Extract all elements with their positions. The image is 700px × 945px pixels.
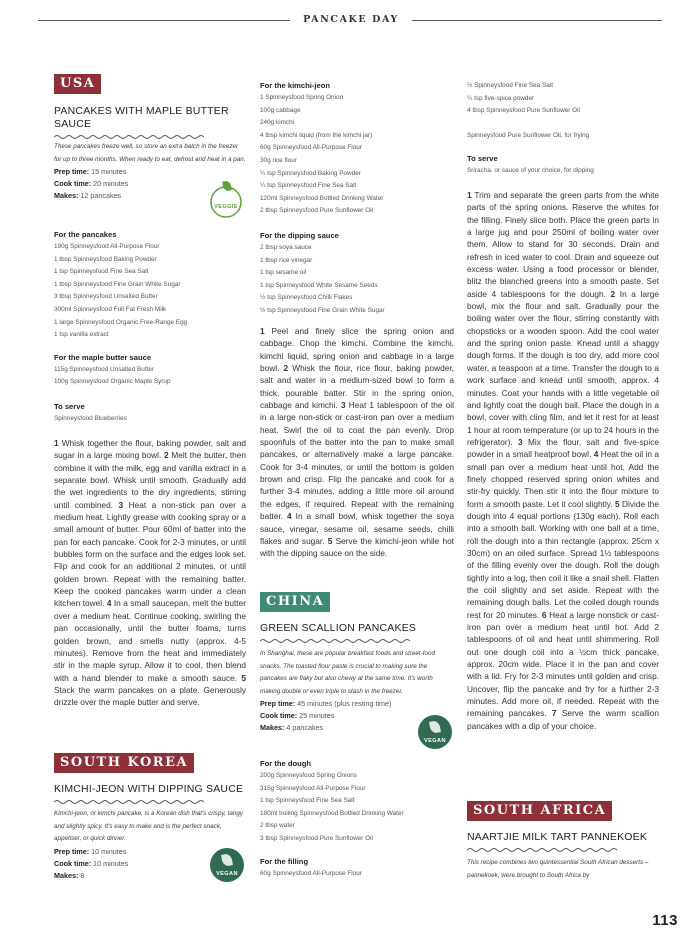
usa-ingredients (54, 229, 246, 426)
korea-tag: SOUTH KOREA (54, 753, 194, 773)
step-text: In a small bowl, whisk together the soya sauce, vinegar, sesame oil, sesame seeds, chilli flakes and sugar. (260, 511, 454, 546)
ingredient-item: 100g cabbage (260, 106, 301, 114)
step-text: Serve the kimchi-jeon while hot with the dipping sauce on the side. (260, 535, 454, 559)
korea-prep: Prep time: 10 minutes (54, 846, 127, 856)
usa-serve-heading: To serve (54, 401, 85, 411)
africa-recipe-header (467, 801, 659, 853)
step-text: Mix the flour, salt and five-spice powder in a small heatproof bowl. (467, 436, 660, 460)
china-serve: Sriracha, or sauce of your choice, for dipping (467, 167, 594, 175)
usa-cook: Cook time: 20 minutes (54, 179, 129, 188)
step-number: 4 (287, 511, 292, 522)
step-number: 1 (54, 438, 59, 448)
ingredient-item: 100g Spinneysfood Organic Maple Syrup (54, 378, 171, 386)
step-text: Serve the warm scallion pancakes with a dip of your choice. (467, 708, 659, 731)
step-number: 5 (327, 535, 333, 546)
china-filling-list (260, 868, 454, 881)
ingredient-item: 200g Spinneysfood Spring Onions (260, 772, 357, 779)
usa-prep: Prep time: 15 minutes (54, 167, 127, 176)
africa-tag: SOUTH AFRICA (467, 801, 612, 821)
africa-title: NAARTJIE MILK TART PANNEKOEK (467, 831, 648, 843)
ingredient-item: 1 tsp Spinneysfood Fine Sea Salt (260, 797, 355, 805)
step-number: 5 (241, 672, 246, 683)
ingredient-item: ¼ tsp five-spice powder (467, 94, 535, 102)
china-title: GREEN SCALLION PANCAKES (260, 622, 417, 634)
ingredient-item: ½ Spinneysfood Fine Sea Salt (467, 82, 553, 89)
step-number: 5 (615, 498, 620, 509)
china-serve-heading: To serve (467, 154, 498, 164)
china-makes: Makes: 4 pancakes (260, 723, 324, 732)
china-frying: Spinneysfood Pure Sunflower Oil, for frying (467, 131, 590, 139)
step-number: 1 (467, 190, 472, 200)
vegan-badge-icon: VEGAN (210, 848, 244, 882)
page-number: 113 (652, 912, 678, 929)
step-text: Whisk the flour, rice flour, baking powder, salt and water in a medium-sized bowl to form a thick, pourable batter. Stir in the spring onion, cabbage and kimchi. (260, 363, 454, 411)
china-ingredients-a (260, 758, 454, 880)
header-rule-right (412, 20, 662, 21)
ingredient-item: 1 Spinneysfood Spring Onion (260, 94, 344, 101)
ingredient-item: 3 tbsp Spinneysfood Pure Sunflower Oil (260, 834, 373, 842)
step-number: 2 (164, 450, 169, 461)
ingredient-item: 30g rice flour (260, 156, 297, 164)
header-title: PANCAKE DAY (303, 14, 399, 25)
ingredient-item: 1 large Spinneysfood Organic Free-Range Egg (54, 318, 188, 326)
ingredient-item: 1 tbsp rice vinegar (260, 256, 313, 264)
ingredient-item: 1 tsp Spinneysfood Fine Sea Salt (54, 268, 149, 276)
china-intro: In Shanghai, these are popular breakfast foods and street-food snacks. The toasted flour paste is crucial to making sure the pancakes are flaky but also chewy at the same time. It's worth making double or even triple to stash in the freezer. (260, 650, 436, 695)
step-text: In a large bowl, mix the flour and salt. Gradually pour the boiling water over the flour, stirring constantly with chopsticks or a wooden spoon. Add the cool water and the spring onion paste. Knead until a shaggy dough forms. If the dough is too dry, add more cool water, a teaspoon at a time. Transfer the dough to a work surface and knead until smooth, approx. 4 minutes. Coat your hands with a little vegetable oil and lightly coat the dough ball. Place the dough in a bowl, cover with cling film, and let it rest for at least 1 hour at room temperature (or up to 24 hours in the refrigerator). (467, 288, 659, 447)
korea-makes: Makes: 8 (54, 870, 85, 880)
ingredient-item: 315g Spinneysfood All-Purpose Flour (260, 784, 366, 792)
header-rule-left (38, 20, 290, 21)
step-text: Heat 1 tablespoon of the oil in a large non-stick or cast-iron pan over a medium heat. Swirl the oil to coat the pan evenly. Drop spoonfuls of the batter into the pan to make small pancakes, or alternatively make a large pancake. Cook for 3-4 minutes, or until the bottom is golden brown and crisp. Flip the pancake and cook for a further 3-4 minutes, adding a little more oil around the edges, if required. Repeat with the remaining batter. (260, 400, 454, 522)
ingredient-item: 2 tbsp Spinneysfood Pure Sunflower Oil (260, 207, 373, 215)
korea-dip-list (260, 242, 454, 318)
usa-pancakes-heading: For the pancakes (54, 230, 117, 239)
usa-maple-list (54, 364, 246, 389)
africa-intro: This recipe combines two quintessential South African desserts – pannekoek, were brought to South Africa by (467, 859, 649, 879)
china-method (467, 189, 659, 732)
veggie-badge-icon: VEGGIE (209, 185, 243, 219)
ingredient-item: 120ml Spinneysfood Bottled Drinking Water (260, 194, 384, 202)
ingredient-item: 1 tsp vanilla extract (54, 331, 109, 339)
korea-jeon-heading: For the kimchi-jeon (260, 81, 331, 90)
ingredient-item: 60g Spinneysfood All-Purpose Flour (260, 144, 362, 152)
korea-intro: Kimchi-jeon, or kimchi pancake, is a Korean dish that's crispy, tangy and slightly spicy. It's easy to make and is the perfect snack, appetiser, or quick dinner. (54, 810, 244, 842)
korea-dip-heading: For the dipping sauce (260, 230, 339, 240)
ingredient-item: ¼ tsp Spinneysfood Baking Powder (260, 169, 361, 177)
korea-title: KIMCHI-JEON WITH DIPPING SAUCE (54, 783, 244, 795)
step-number: 3 (340, 400, 346, 411)
ingredient-item: 115g Spinneysfood Unsalted Butter (54, 365, 155, 373)
step-text: Whisk together the flour, baking powder, salt and sugar in a large mixing bowl. (54, 438, 246, 461)
korea-cook: Cook time: 10 minutes (54, 858, 129, 868)
step-text: Heat a large nonstick or cast-iron pan over a medium heat until hot. Add 2 tablespoons of oil and heat until shimmering. Roll out one dough coil into a ½cm thick pancake, approx. 20cm wide. Place it in the pan and cover with a lid. Fry for 2-3 minutes until golden and crisp. Uncover, flip the pancake and fry for a further 2-3 minutes. Add more oil, if needed. Repeat with the remaining pancakes. (467, 609, 659, 719)
usa-recipe-header (54, 74, 246, 140)
step-text: Divide the dough into 4 equal portions (130g each). Roll each into a smooth ball. Working with one ball at a time, roll the dough into a thin rectangle (approx. 25cm x 30cm) on an oiled surface. Spread 1½ tablespoons of the filling evenly over the dough. Roll the dough tightly into a log, then coil it like a snail shell. Flatten the coil slightly and set aside. Repeat with the remaining dough balls. Let the coiled dough rounds rest for 20 minutes. (467, 498, 659, 620)
step-text: In a small saucepan, melt the butter over a medium heat. Continue cooking, swirling the pan occasionally, until the butter foams, turns golden brown, and smells nutty (approx. 4-5 minutes). Remove from the heat and immediately stir in the maple syrup. Allow it to cool, then blend with a hand blender to make a smooth sauce. (54, 598, 246, 683)
ingredient-item: Spinneysfood Blueberries (54, 414, 127, 422)
step-number: 4 (593, 449, 599, 460)
squiggle-divider (260, 638, 410, 644)
step-number: 3 (518, 436, 523, 447)
usa-maple-heading: For the maple butter sauce (54, 352, 152, 362)
china-prep: Prep time: 45 minutes (plus resting time) (260, 699, 392, 708)
ingredient-item: ½ tsp Spinneysfood Fine Grain White Sugar (260, 306, 385, 314)
ingredient-item: 300ml Spinneysfood Full Fat Fresh Milk (54, 305, 167, 313)
usa-method (54, 437, 246, 709)
usa-serve-list (54, 413, 246, 426)
step-number: 1 (260, 326, 265, 336)
step-text: Trim and separate the green parts from the white parts of the spring onions. Reserve the whites for the filling. Finely slice both. Place the green parts in a large jug and pour 250ml of boiling water over them. Allow to stand for 30 seconds. Drain and refresh in iced water to cool. Drain and squeeze out excess water. Using a food processor or blender, blitz the blanched greens into a smooth paste. Set aside 4 tablespoons for the dough. (467, 190, 659, 299)
usa-makes: Makes: 12 pancakes (54, 191, 122, 200)
china-filling-heading: For the filling (260, 856, 309, 866)
china-tag: CHINA (260, 592, 330, 612)
ingredient-item: ¼ tsp Spinneysfood Fine Sea Salt (260, 182, 357, 190)
china-ingredients-b (467, 80, 659, 178)
korea-jeon-list (260, 92, 454, 218)
ingredient-item: 1 tbsp Spinneysfood Baking Powder (54, 255, 157, 263)
ingredient-item: 3 tbsp Spinneysfood Unsalted Butter (54, 293, 158, 301)
vegan-badge-icon: VEGAN (418, 715, 452, 749)
step-number: 4 (106, 598, 112, 609)
ingredient-item: 2 tbsp soya sauce (260, 243, 312, 251)
step-text: Heat the oil in a small pan over a medium heat until hot. Add the finely chopped reserved spring onion whites and stir-fry quickly. Then stir it into the flour mixture to form a smooth paste. Let it cool slightly. (467, 449, 659, 509)
china-dough-list (260, 770, 454, 846)
step-number: 2 (610, 288, 616, 299)
usa-tag: USA (54, 74, 101, 94)
squiggle-divider (467, 847, 617, 853)
ingredient-item: 4 tbsp Spinneysfood Pure Sunflower Oil (467, 107, 580, 115)
ingredient-item: 1 tsp sesame oil (260, 269, 307, 277)
korea-recipe-header (54, 753, 246, 805)
usa-title: PANCAKES WITH MAPLE BUTTER SAUCE (54, 105, 229, 130)
usa-pancakes-list (54, 241, 246, 342)
squiggle-divider (54, 799, 204, 805)
ingredient-item: 2 tbsp water (260, 822, 295, 830)
ingredient-item: 4 tbsp kimchi liquid (from the kimchi jar) (260, 131, 373, 139)
usa-intro: These pancakes freeze well, so store an extra batch in the freezer for up to three months. When ready to eat, defrost and heat in a pan. (54, 143, 246, 163)
ingredient-item: ½ tsp Spinneysfood Chilli Flakes (260, 294, 353, 302)
china-dough-heading: For the dough (260, 759, 312, 768)
step-number: 2 (283, 363, 289, 374)
step-text: Stack the warm pancakes on a plate. Generously drizzle over the maple butter and serve. (54, 684, 246, 708)
step-text: Melt the butter, then combine it with the milk, egg and vanilla extract in a separate bowl. Whisk until smooth. Gradually add the wet ingredients to the dry ingredients, stirring until combined. (54, 450, 247, 510)
step-number: 3 (118, 499, 124, 510)
step-number: 7 (551, 708, 557, 719)
ingredient-item: 60g Spinneysfood All-Purpose Flour (260, 869, 362, 877)
page-header (0, 12, 700, 30)
china-filling-list-cont (467, 80, 659, 118)
squiggle-divider (54, 134, 204, 140)
china-cook: Cook time: 25 minutes (260, 711, 335, 720)
ingredient-item: 240g kimchi (260, 119, 295, 127)
ingredient-item: 1 tbsp Spinneysfood Fine Grain White Sugar (54, 280, 181, 288)
step-number: 6 (541, 609, 547, 620)
ingredient-item: 1 tsp Spinneysfood White Sesame Seeds (260, 281, 378, 289)
korea-method (260, 325, 454, 560)
korea-ingredients (260, 80, 454, 318)
step-text: Heat a non-stick pan over a medium heat. Lightly grease with cooking spray or a small amount of butter. Pour 60ml of batter into the pan for each pancake. Cook for 2-3 minutes, or until bubbles form on the surface and the edges look set. Flip and cook for an additional 2 minutes, or until golden brown. Repeat with the remaining batter. Keep the cooked pancakes warm under a clean kitchen towel. (54, 499, 246, 609)
ingredient-item: 190g Spinneysfood All-Purpose Flour (54, 243, 160, 250)
ingredient-item: 180ml boiling Spinneysfood Bottled Drinking Water (260, 809, 404, 817)
china-recipe-header (260, 592, 454, 644)
step-text: Peel and finely slice the spring onion and cabbage. Chop the kimchi. Combine the kimchi, kimchi liquid, spring onion and cabbage in a large bowl. (260, 326, 454, 374)
